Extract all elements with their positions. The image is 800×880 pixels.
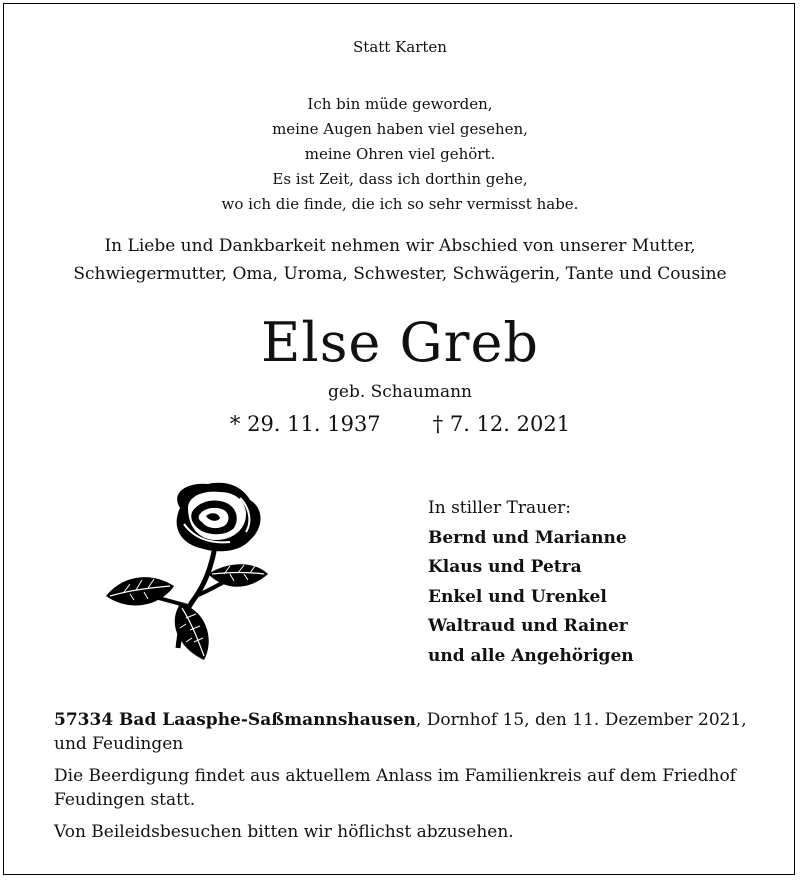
mourner-name: Bernd und Marianne [428, 527, 627, 548]
poem-line: Es ist Zeit, dass ich dorthin gehe, [272, 170, 528, 188]
intro-line: In Liebe und Dankbarkeit nehmen wir Abschied von unserer Mutter, [104, 236, 696, 256]
mourner-name: und alle Angehörigen [428, 645, 634, 666]
address-bold: 57334 Bad Laasphe-Saßmannshausen [54, 710, 416, 730]
deceased-name: Else Greb [261, 311, 539, 374]
birth-name: geb. Schaumann [328, 382, 472, 402]
mourner-name: Waltraud und Rainer [428, 616, 628, 636]
header-text: Statt Karten [353, 38, 447, 56]
poem [0, 92, 800, 217]
poem-line: wo ich die finde, die ich so sehr vermisst habe. [221, 195, 579, 213]
death-date: † 7. 12. 2021 [432, 412, 571, 436]
mourner-name: Enkel und Urenkel [428, 586, 607, 607]
birth-date: * 29. 11. 1937 [229, 412, 381, 436]
intro-line: Schwiegermutter, Oma, Uroma, Schwester, Schwägerin, Tante und Cousine [73, 264, 727, 284]
mourners [428, 494, 634, 671]
rose-icon [100, 478, 280, 660]
condolence-notice: Von Beileidsbesuchen bitten wir höflichst abzusehen. [54, 822, 514, 842]
address-line2: und Feudingen [54, 734, 184, 754]
funeral-notice: Die Beerdigung findet aus aktuellem Anlass im Familienkreis auf dem Friedhof Feudingen statt. [54, 766, 736, 810]
poem-line: Ich bin müde geworden, [307, 95, 493, 113]
mourners-lead: In stiller Trauer: [428, 498, 571, 518]
footer [54, 708, 754, 852]
poem-line: meine Augen haben viel gesehen, [272, 120, 528, 138]
intro [0, 232, 800, 288]
life-dates [0, 412, 800, 436]
poem-line: meine Ohren viel gehört. [304, 145, 496, 163]
address-paragraph [54, 708, 754, 756]
address-rest: , Dornhof 15, den 11. Dezember 2021, [415, 710, 747, 730]
mourner-name: Klaus und Petra [428, 557, 582, 577]
